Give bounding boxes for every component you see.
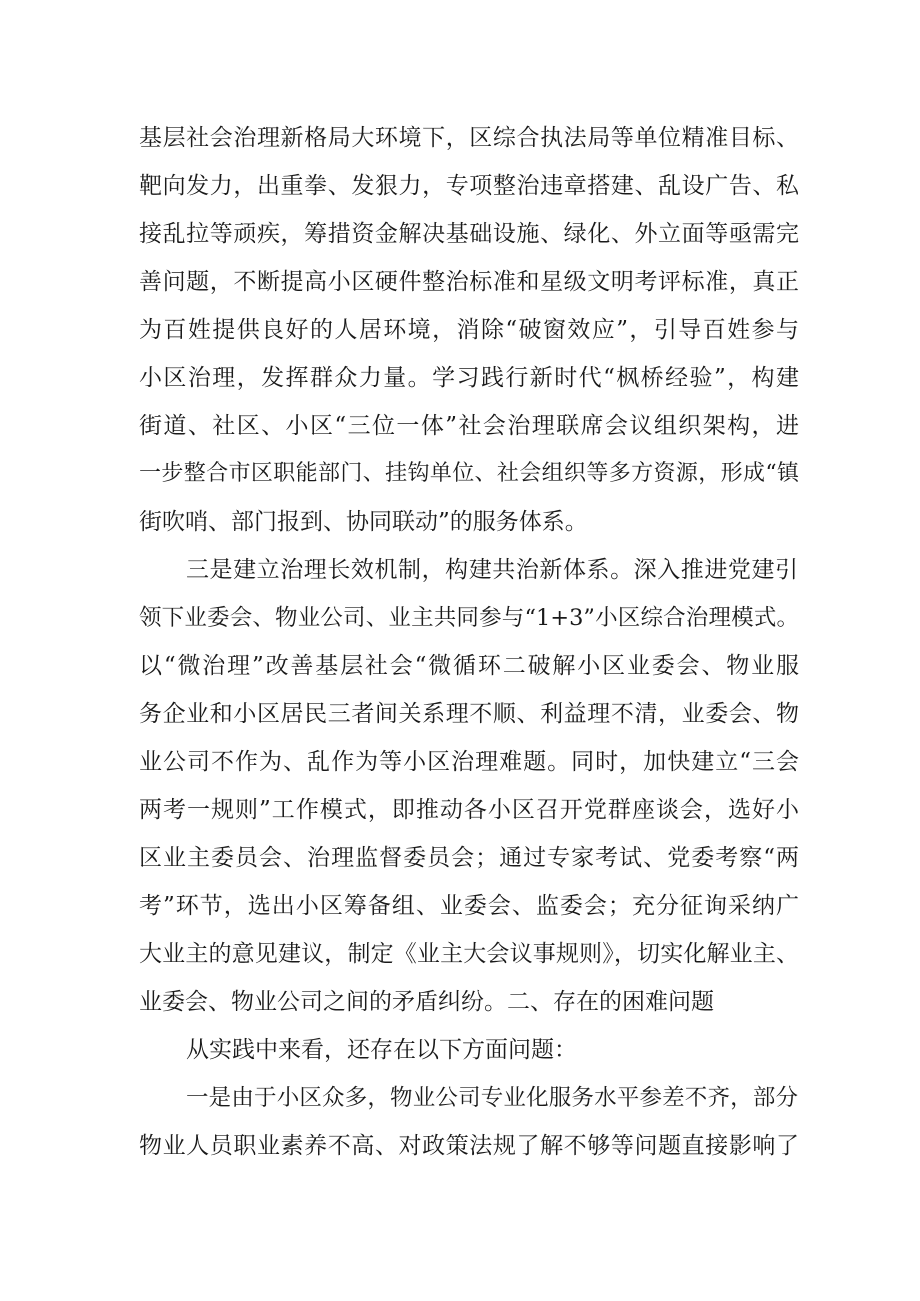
paragraph-first-line: 一是由于小区众多，物业公司专业化服务水平参差不齐，部分	[186, 1085, 798, 1111]
text-line: 务企业和小区居民三者间关系理不顺、利益理不清，业委会、物	[139, 701, 799, 727]
text-line: 业公司不作为、乱作为等小区治理难题。同时，加快建立“三会	[139, 749, 799, 775]
text-line: 两考一规则”工作模式，即推动各小区召开党群座谈会，选好小	[139, 797, 799, 823]
text-line: 善问题，不断提高小区硬件整治标准和星级文明考评标准，真正	[139, 269, 799, 295]
paragraph-first-line: 三是建立治理长效机制，构建共治新体系。深入推进党建引	[186, 557, 798, 583]
text-line: 为百姓提供良好的人居环境，消除“破窗效应”，引导百姓参与	[139, 317, 799, 343]
text-line: 靶向发力，出重拳、发狠力，专项整治违章搭建、乱设广告、私	[139, 173, 799, 199]
text-line: 一步整合市区职能部门、挂钩单位、社会组织等多方资源，形成“镇	[139, 461, 799, 486]
text-line: 街道、社区、小区“三位一体”社会治理联席会议组织架构，进	[139, 413, 799, 439]
text-line: 接乱拉等顽疾，筹措资金解决基础设施、绿化、外立面等亟需完	[139, 221, 799, 247]
text-line: 领下业委会、物业公司、业主共同参与“1+3”小区综合治理模式。	[139, 605, 799, 631]
text-line: 以“微治理”改善基层社会“微循环二破解小区业委会、物业服	[139, 653, 799, 679]
text-line: 业委会、物业公司之间的矛盾纠纷。二、存在的困难问题	[139, 989, 714, 1015]
paragraph-first-line: 从实践中来看，还存在以下方面问题：	[186, 1037, 577, 1063]
text-line: 街吹哨、部门报到、协同联动”的服务体系。	[139, 509, 588, 535]
text-line: 物业人员职业素养不高、对政策法规了解不够等问题直接影响了	[139, 1133, 799, 1159]
text-line: 小区治理，发挥群众力量。学习践行新时代“枫桥经验”，构建	[139, 365, 799, 391]
text-line: 大业主的意见建议，制定《业主大会议事规则》，切实化解业主、	[139, 941, 799, 967]
text-line: 区业主委员会、治理监督委员会；通过专家考试、党委考察“两	[139, 845, 799, 871]
text-line: 考”环节，选出小区筹备组、业委会、监委会；充分征询采纳广	[139, 893, 799, 919]
text-line: 基层社会治理新格局大环境下，区综合执法局等单位精准目标、	[139, 125, 799, 151]
